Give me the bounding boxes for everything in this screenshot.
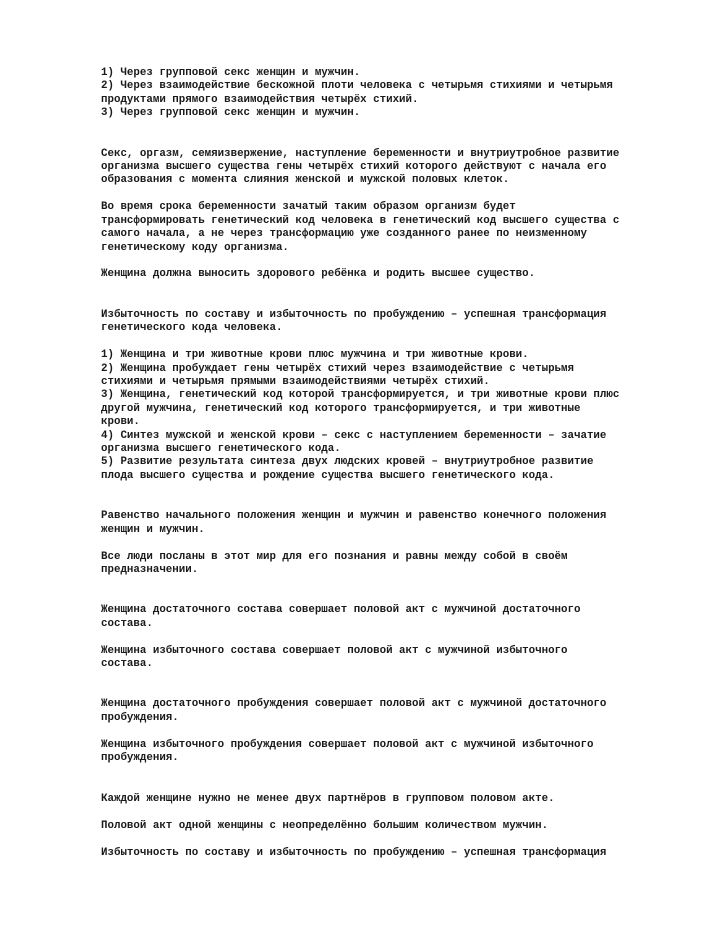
text-line: Избыточность по составу и избыточность по пробуждению – успешная трансформация (101, 846, 607, 859)
text-line: Во время срока беременности зачатый таким образом организм будет (101, 201, 516, 214)
paragraph (101, 847, 701, 860)
text-line: 5) Развитие результата синтеза двух людских кровей – внутриутробное развитие (101, 456, 594, 469)
text-line: 3) Через групповой секс женщин и мужчин. (101, 107, 361, 120)
text-line: продуктами прямого взаимодействия четырёх стихий. (101, 93, 419, 106)
text-line: Женщина достаточного пробуждения совершает половой акт с мужчиной достаточного (101, 698, 607, 711)
paragraph (101, 148, 701, 188)
text-line: Каждой женщине нужно не менее двух партнёров в групповом половом акте. (101, 792, 555, 805)
text-line: плода высшего существа и рождение существа высшего генетического кода. (101, 469, 555, 482)
paragraph-spacer (101, 577, 701, 604)
paragraph (101, 739, 701, 766)
text-line: другой мужчина, генетический код которого трансформируется, и три животные (101, 402, 581, 415)
text-line: стихиями и четырьмя прямыми взаимодействиями четырёх стихий. (101, 376, 490, 389)
paragraph-spacer (101, 282, 701, 309)
text-line: состава. (101, 658, 153, 671)
text-line: генетическому коду организма. (101, 241, 289, 254)
text-line: пробуждения. (101, 752, 179, 765)
document-body (101, 67, 701, 860)
paragraph (101, 645, 701, 672)
paragraph (101, 551, 701, 578)
paragraph-spacer (101, 671, 701, 698)
text-line: 4) Синтез мужской и женской крови – секс с наступлением беременности – зачатие (101, 429, 607, 442)
text-line: Избыточность по составу и избыточность по пробуждению – успешная трансформация (101, 308, 607, 321)
text-line: крови. (101, 416, 140, 429)
paragraph-spacer (101, 833, 701, 847)
paragraph-spacer (101, 336, 701, 350)
text-line: 2) Через взаимодействие бескожной плоти человека с четырьмя стихиями и четырьмя (101, 80, 613, 93)
text-line: самого начала, а не через трансформацию уже созданного ранее по неизменному (101, 228, 587, 241)
text-line: Половой акт одной женщины с неопределённо большим количеством мужчин. (101, 819, 549, 832)
text-line: Женщина должна выносить здорового ребёнка и родить высшее существо. (101, 268, 536, 281)
text-line: Все люди посланы в этот мир для его познания и равны между собой в своём (101, 550, 568, 563)
paragraph-spacer (101, 806, 701, 820)
text-line: Равенство начального положения женщин и мужчин и равенство конечного положения (101, 510, 607, 523)
text-line: Секс, оргазм, семяизвержение, наступление беременности и внутриутробное развитие (101, 147, 620, 160)
text-line: 1) Женщина и три животные крови плюс мужчина и три животные крови. (101, 349, 529, 362)
paragraph (101, 510, 701, 537)
text-line: организма высшего генетического кода. (101, 442, 341, 455)
text-line: трансформировать генетический код человека в генетический код высшего существа с (101, 214, 620, 227)
paragraph (101, 268, 701, 281)
paragraph (101, 820, 701, 833)
paragraph-spacer (101, 766, 701, 793)
paragraph (101, 67, 701, 121)
text-line: 3) Женщина, генетический код которой трансформируется, и три животные крови плюс (101, 389, 620, 402)
text-line: генетического кода человека. (101, 322, 283, 335)
text-line: пробуждения. (101, 711, 179, 724)
text-line: женщин и мужчин. (101, 523, 205, 536)
text-line: 2) Женщина пробуждает гены четырёх стихий через взаимодействие с четырьмя (101, 362, 574, 375)
paragraph (101, 698, 701, 725)
text-line: организма высшего существа гены четырёх стихий которого действуют с начала его (101, 160, 607, 173)
text-line: предназначении. (101, 563, 199, 576)
paragraph-spacer (101, 121, 701, 148)
paragraph-spacer (101, 631, 701, 645)
paragraph (101, 201, 701, 255)
paragraph-spacer (101, 537, 701, 551)
text-line: Женщина достаточного состава совершает половой акт с мужчиной достаточного (101, 604, 581, 617)
paragraph (101, 793, 701, 806)
paragraph-spacer (101, 188, 701, 202)
paragraph-spacer (101, 725, 701, 739)
paragraph (101, 349, 701, 483)
paragraph-spacer (101, 255, 701, 269)
text-line: образования с момента слияния женской и мужской половых клеток. (101, 174, 510, 187)
text-line: состава. (101, 617, 153, 630)
paragraph (101, 604, 701, 631)
text-line: Женщина избыточного состава совершает половой акт с мужчиной избыточного (101, 644, 568, 657)
text-line: Женщина избыточного пробуждения совершает половой акт с мужчиной избыточного (101, 738, 594, 751)
paragraph-spacer (101, 483, 701, 510)
text-line: 1) Через групповой секс женщин и мужчин. (101, 67, 361, 79)
paragraph (101, 309, 701, 336)
